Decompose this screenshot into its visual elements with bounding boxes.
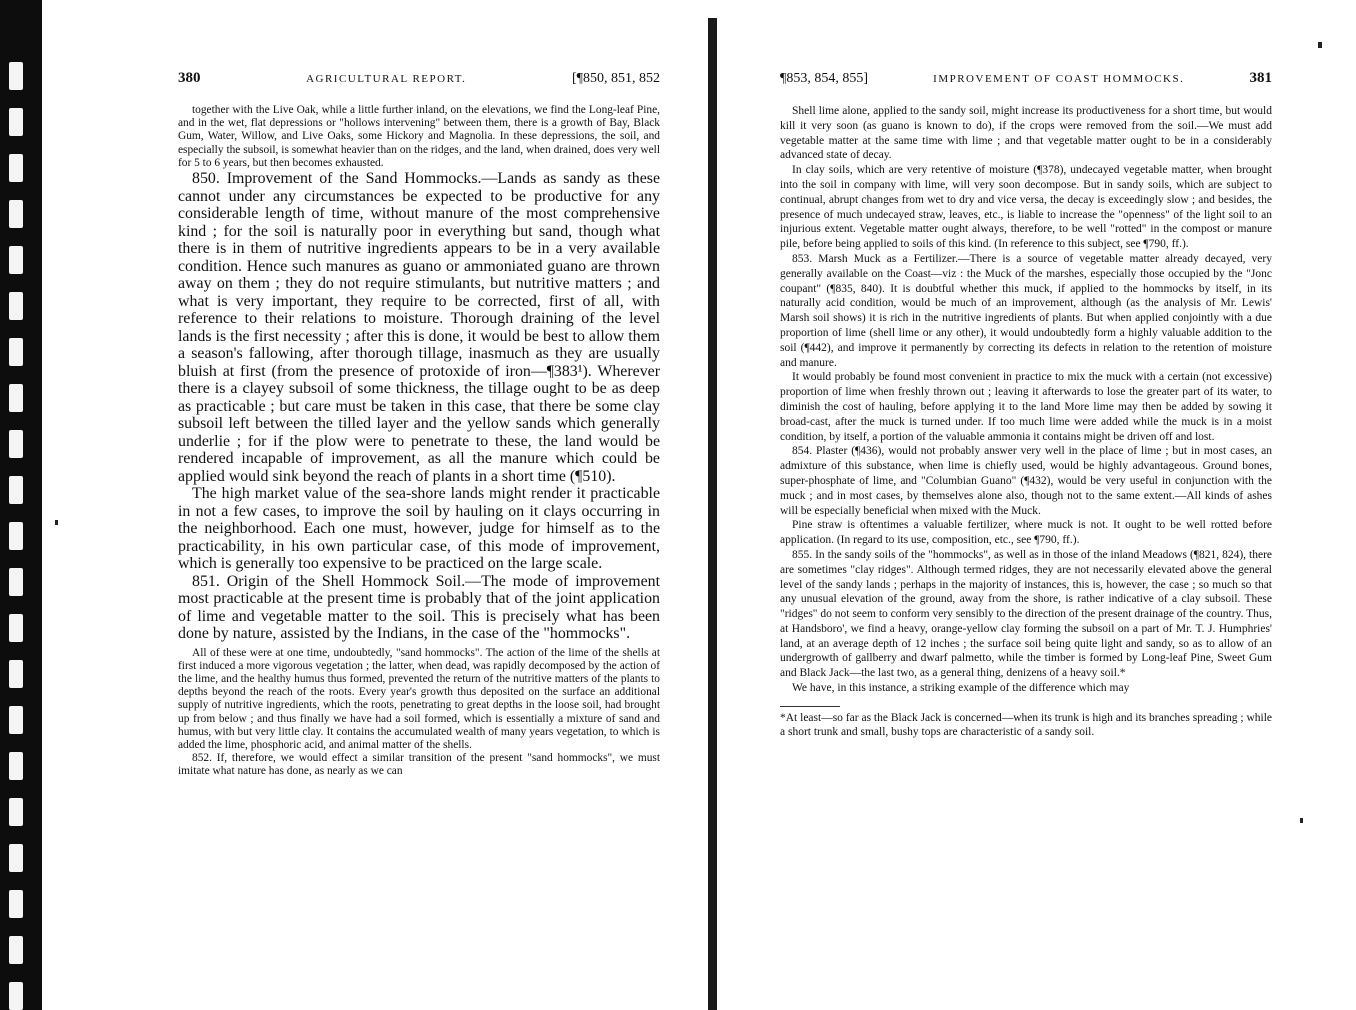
paragraph-851: 851. Origin of the Shell Hommock Soil.—The mode of improvement most practicable at the present time is probably that of the joint application of lime and vegetable matter to the soil. This is precisely what has been done by nature, assisted by the Indians, in the case of the "hommocks". xyxy=(178,572,660,643)
film-sprocket-hole xyxy=(9,62,23,90)
film-sprocket-hole xyxy=(9,798,23,826)
paragraph: Shell lime alone, applied to the sandy soil, might increase its productiveness for a short time, but would kill it very soon (as guano is known to do), if the crops were removed from the soil.—We must add vegetable matter at the same time with lime ; and that vegetable matter ought to be in a considerably advanced state of decay. xyxy=(780,105,1272,162)
paragraph: It would probably be found most convenient in practice to mix the muck with a certain (not excessive) proportion of lime when freshly thrown out ; leaving it afterwards to lose the greater part of its water, to diminish the cost of hauling, before applying it to the land More lime may then be added by sowing it broad-cast, after the muck is turned under. If too much lime were added while the muck is in a moist condition, by itself, a portion of the valuable ammonia it contains might be driven off and lost. xyxy=(780,371,1272,443)
scan-speck xyxy=(1318,42,1322,48)
paragraph-852: 852. If, therefore, we would effect a similar transition of the present "sand hommocks", we must imitate what nature has done, as nearly as we can xyxy=(178,752,660,778)
paragraph: Pine straw is oftentimes a valuable fertilizer, where muck is not. It ought to be well rotted before application. (In regard to its use, composition, etc., see ¶790, ff.). xyxy=(780,519,1272,547)
left-page xyxy=(178,70,660,779)
left-closing-text xyxy=(178,647,660,779)
paragraph: The high market value of the sea-shore lands might render it practicable in not a few cases, to improve the soil by hauling on it clays occurring in the neighborhood. Each one must, however, judge for himself as to the practicability, in his own particular case, of this mode of improvement, which is generally too expensive to be practiced on the large scale. xyxy=(178,485,660,573)
film-sprocket-hole xyxy=(9,890,23,918)
film-sprocket-hole xyxy=(9,154,23,182)
film-sprocket-hole xyxy=(9,384,23,412)
right-page xyxy=(780,70,1272,739)
film-strip-border xyxy=(0,0,42,1010)
paragraph: In clay soils, which are very retentive of moisture (¶378), undecayed vegetable matter, when brought into the soil in company with lime, will very soon decompose. But in sandy soils, which are subject to continual, abrupt changes from wet to dry and vice versa, the decay is exceedingly slow ; and besides, the presence of much undecayed straw, leaves, etc., is liable to increase the "openness" of the light soil to an injurious extent. Vegetable matter ought always, therefore, to be well "rotted" in the compost or manure pile, before being applied to soils of this kind. (In reference to this subject, see ¶790, ff.). xyxy=(780,164,1272,251)
paragraph-855: 855. In the sandy soils of the "hommocks", as well as in those of the inland Meadows (¶821, 824), there are sometimes "clay ridges". Although termed ridges, they are not necessarily elevated above the general level of the sandy lands ; perhaps in the majority of instances, this is, however, the case ; so much so that any unusual elevation of the ground, away from the shore, is rather indicative of a clay subsoil. These "ridges" do not seem to conform very sensibly to the direction of the present drainage of the country. Thus, at Handsboro', we find a heavy, orange-yellow clay forming the subsoil on a part of Mr. T. J. Humphries' land, at an average depth of 12 inches ; the surface soil being quite light and sandy, so as to allow of an undergrowth of gallberry and dwarf palmetto, while the timber is formed by Long-leaf Pine, Sweet Gum and Black Jack—the last two, as a general thing, denizens of a heavy soil.* xyxy=(780,548,1272,680)
footnote-rule xyxy=(780,706,840,707)
left-intro-text xyxy=(178,104,660,170)
right-page-number: 381 xyxy=(1249,70,1272,86)
film-sprocket-hole xyxy=(9,430,23,458)
right-running-head xyxy=(780,70,1272,104)
left-paragraph-refs: [¶850, 851, 852 xyxy=(571,71,660,86)
right-running-title: IMPROVEMENT OF COAST HOMMOCKS. xyxy=(933,73,1185,85)
left-running-title: AGRICULTURAL REPORT. xyxy=(306,73,467,85)
film-sprocket-hole xyxy=(9,752,23,780)
right-main-text xyxy=(780,104,1272,696)
paragraph: All of these were at one time, undoubtedly, "sand hommocks". The action of the lime of the shells at first induced a more vigorous vegetation ; the latter, when dead, was rapidly decomposed by the action of the lime, and the healthy humus thus formed, prevented the return of the nutritive matters of the plants to depths beyond the reach of the roots. Every year's growth thus deposited on the surface an additional supply of nutritive ingredients, which the roots, penetrating to great depths in the loose soil, had brought up from below ; and thus finally we have had a soil formed, which is essentially a mixture of sand and humus, with but very little clay. It contains the accumulated wealth of many years vegetation, to which is added the lime, phosphoric acid, and animal matter of the shells. xyxy=(178,646,660,751)
left-running-head xyxy=(178,70,660,104)
scan-speck xyxy=(55,520,58,525)
paragraph: together with the Live Oak, while a little further inland, on the elevations, we find the Long-leaf Pine, and in the wet, flat depressions or "hollows intervening" between them, there is a growth of Bay, Black Gum, Water, Willow, and Live Oaks, some Hickory and Magnolia. In these depressions, the soil, and especially the subsoil, is somewhat heavier than on the ridges, and the land, when drained, does very well for 5 to 6 years, but then becomes exhausted. xyxy=(178,104,660,169)
page-gutter xyxy=(708,18,717,1010)
film-sprocket-hole xyxy=(9,292,23,320)
film-sprocket-hole xyxy=(9,476,23,504)
right-paragraph-refs: ¶853, 854, 855] xyxy=(780,71,869,86)
film-sprocket-hole xyxy=(9,200,23,228)
left-main-text xyxy=(178,170,660,643)
paragraph-854: 854. Plaster (¶436), would not probably answer very well in the place of lime ; but in most cases, an admixture of this substance, when lime is chiefly used, would be highly advantageous. Ground bones, super-phosphate of lime, and "Columbian Guano" (¶432), would be very useful in conjunction with the muck ; and in most cases, by themselves alone also, though not to the same extent.—All kinds of ashes will be especially beneficial when mixed with the Muck. xyxy=(780,445,1272,517)
film-sprocket-hole xyxy=(9,660,23,688)
footnote xyxy=(780,711,1272,739)
film-sprocket-hole xyxy=(9,338,23,366)
paragraph: We have, in this instance, a striking example of the difference which may xyxy=(792,682,1130,695)
film-sprocket-hole xyxy=(9,522,23,550)
film-sprocket-hole xyxy=(9,706,23,734)
left-page-number: 380 xyxy=(178,70,201,86)
film-sprocket-hole xyxy=(9,614,23,642)
film-sprocket-hole xyxy=(9,108,23,136)
film-sprocket-hole xyxy=(9,844,23,872)
paragraph-853: 853. Marsh Muck as a Fertilizer.—There is a source of vegetable matter already decayed, very generally available on the Coast—viz : the Muck of the marshes, especially those occupied by the "Jonc coupant" (¶835, 840). It is doubtful whether this muck, if applied to the hommocks by itself, in its naturally acid condition, would be much of an improvement, although (as the analysis of Mr. Lewis' Marsh soil shows) it is rich in the nutritive ingredients of plants. But when applied conjointly with a due proportion of lime (shell lime or any other), it would undoubtedly form a highly valuable addition to the soil (¶442), and improve it permanently by correcting its defects in relation to the retention of moisture and manure. xyxy=(780,252,1272,369)
footnote-text: *At least—so far as the Black Jack is concerned—when its trunk is high and its branches spreading ; while a short trunk and small, bushy tops are characteristic of a sandy soil. xyxy=(780,711,1272,738)
film-sprocket-hole xyxy=(9,936,23,964)
paragraph-850: 850. Improvement of the Sand Hommocks.—Lands as sandy as these cannot under any circumstances be expected to be productive for any considerable length of time, without manure of the most comprehensive kind ; for the soil is naturally poor in everything but sand, though what there is in them of nutritive ingredients appears to be in a very available condition. Hence such manures as guano or ammoniated guano are thrown away on them ; they do not require stimulants, but nutritive matters ; and what is very important, they require to be corrected, first of all, with reference to their relations to moisture. Thorough draining of the level lands is the first necessity ; after this is done, it would be best to allow them a season's fallowing, after thorough tillage, inasmuch as they are usually bluish at first (from the presence of protoxide of iron—¶383¹). Wherever there is a clayey subsoil of some thickness, the tillage ought to be as deep as practicable ; but care must be taken in this case, that there be some clay subsoil left between the tilled layer and the yellow sands which generally underlie ; for if the plow were to penetrate to these, the land would be rendered incapable of improvement, as all the manure which could be applied would sink beyond the reach of plants in a short time (¶510). xyxy=(178,170,660,485)
scan-speck xyxy=(1300,818,1303,823)
film-sprocket-hole xyxy=(9,568,23,596)
film-sprocket-hole xyxy=(9,246,23,274)
film-sprocket-hole xyxy=(9,982,23,1010)
